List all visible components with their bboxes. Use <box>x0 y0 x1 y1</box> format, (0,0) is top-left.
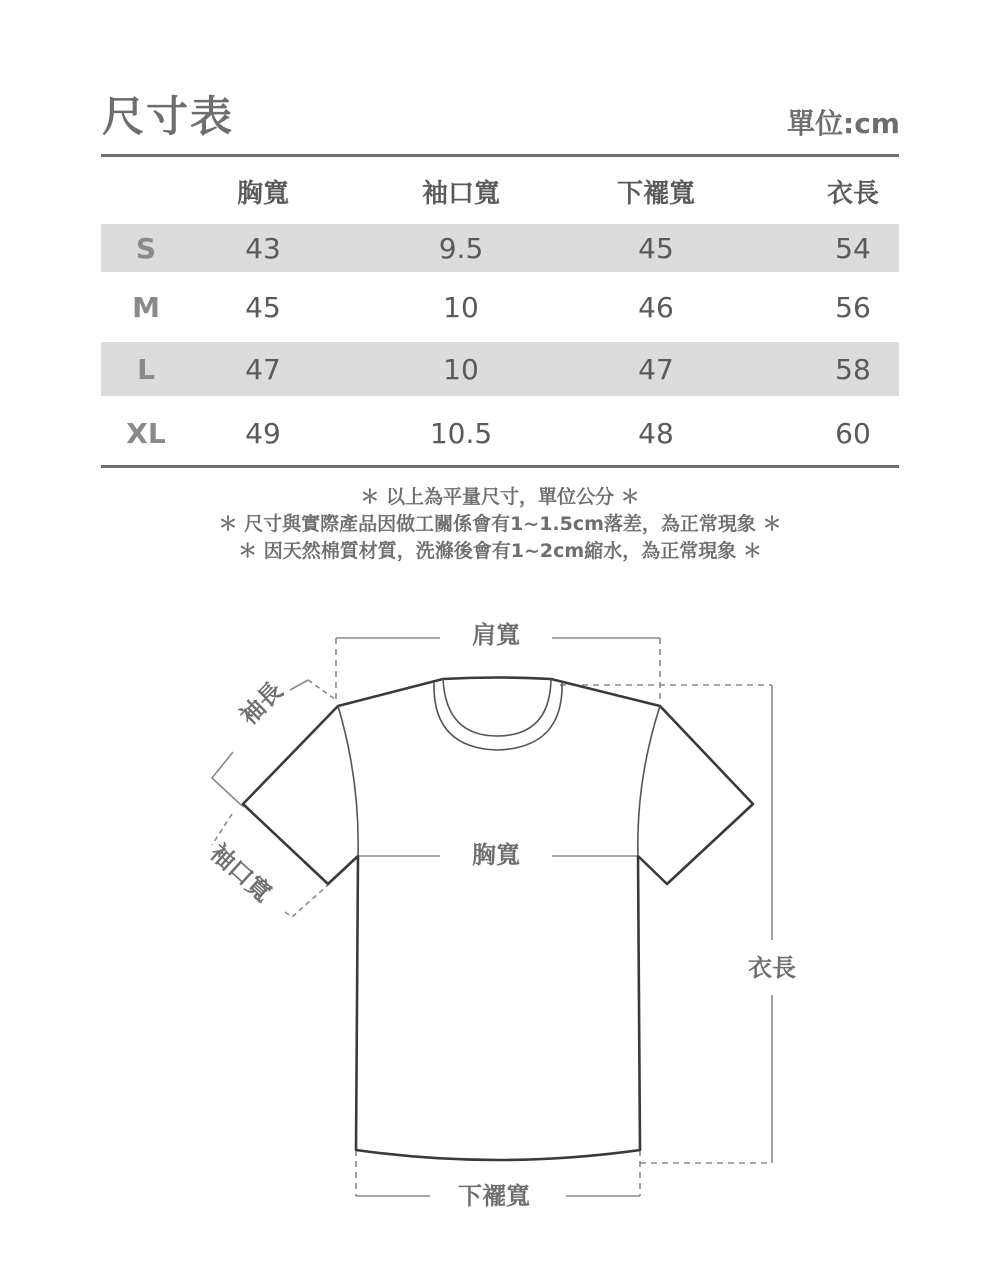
length-cell: 58 <box>835 352 871 386</box>
notes-block <box>0 484 1000 565</box>
header-length: 衣長 <box>826 178 879 209</box>
chest-cell: 47 <box>245 352 281 386</box>
length-cell: 56 <box>835 290 871 324</box>
armhole-seam <box>338 706 358 856</box>
note-line: ＊ 尺寸與實際產品因做工關係會有1~1.5cm落差，為正常現象 ＊ <box>218 513 782 535</box>
size-cell: S <box>135 231 157 265</box>
cuff-cell: 10 <box>443 352 479 386</box>
hem-cell: 46 <box>638 290 674 324</box>
size-cell: XL <box>126 416 166 450</box>
table-row <box>101 342 899 396</box>
header-hem: 下襬寬 <box>616 178 695 209</box>
page-title: 尺寸表 <box>102 92 235 141</box>
table-row <box>101 282 899 332</box>
measurement-diagram <box>0 600 1000 1240</box>
length-cell: 60 <box>835 416 871 450</box>
chest-cell: 49 <box>245 416 281 450</box>
hem-cell: 45 <box>638 231 674 265</box>
note-line: ＊ 以上為平量尺寸，單位公分 ＊ <box>360 486 640 508</box>
collar <box>443 679 551 736</box>
table-top-rule <box>101 154 899 157</box>
chest-cell: 45 <box>245 290 281 324</box>
shoulder-label: 肩寬 <box>472 621 520 649</box>
armhole-seam <box>638 706 660 856</box>
cuff-label: 袖口寬 <box>204 838 277 908</box>
table-row <box>101 408 899 458</box>
table-row <box>101 224 899 272</box>
header-size <box>101 166 191 216</box>
header-cuff: 袖口寬 <box>421 178 500 209</box>
chest-cell: 43 <box>245 231 281 265</box>
size-cell: M <box>132 290 160 324</box>
size-cell: L <box>137 352 155 386</box>
cuff-cell: 9.5 <box>438 231 484 265</box>
length-cell: 54 <box>835 231 871 265</box>
sleeve-length-label: 袖長 <box>234 676 289 731</box>
hem-cell: 48 <box>638 416 674 450</box>
note-line: ＊ 因天然棉質材質，洗滌後會有1~2cm縮水，為正常現象 ＊ <box>238 540 762 562</box>
unit-label: 單位:cm <box>787 107 900 140</box>
cuff-cell: 10 <box>443 290 479 324</box>
chest-label: 胸寬 <box>472 841 520 869</box>
hem-label: 下襬寬 <box>458 1182 530 1210</box>
cuff-cell: 10.5 <box>429 416 493 450</box>
table-bottom-rule <box>101 465 899 468</box>
length-label: 衣長 <box>748 954 796 982</box>
hem-cell: 47 <box>638 352 674 386</box>
table-header-row <box>101 166 899 216</box>
length-guide <box>560 685 772 1163</box>
tshirt-illustration <box>0 600 1000 1240</box>
header-chest: 胸寬 <box>236 178 289 209</box>
